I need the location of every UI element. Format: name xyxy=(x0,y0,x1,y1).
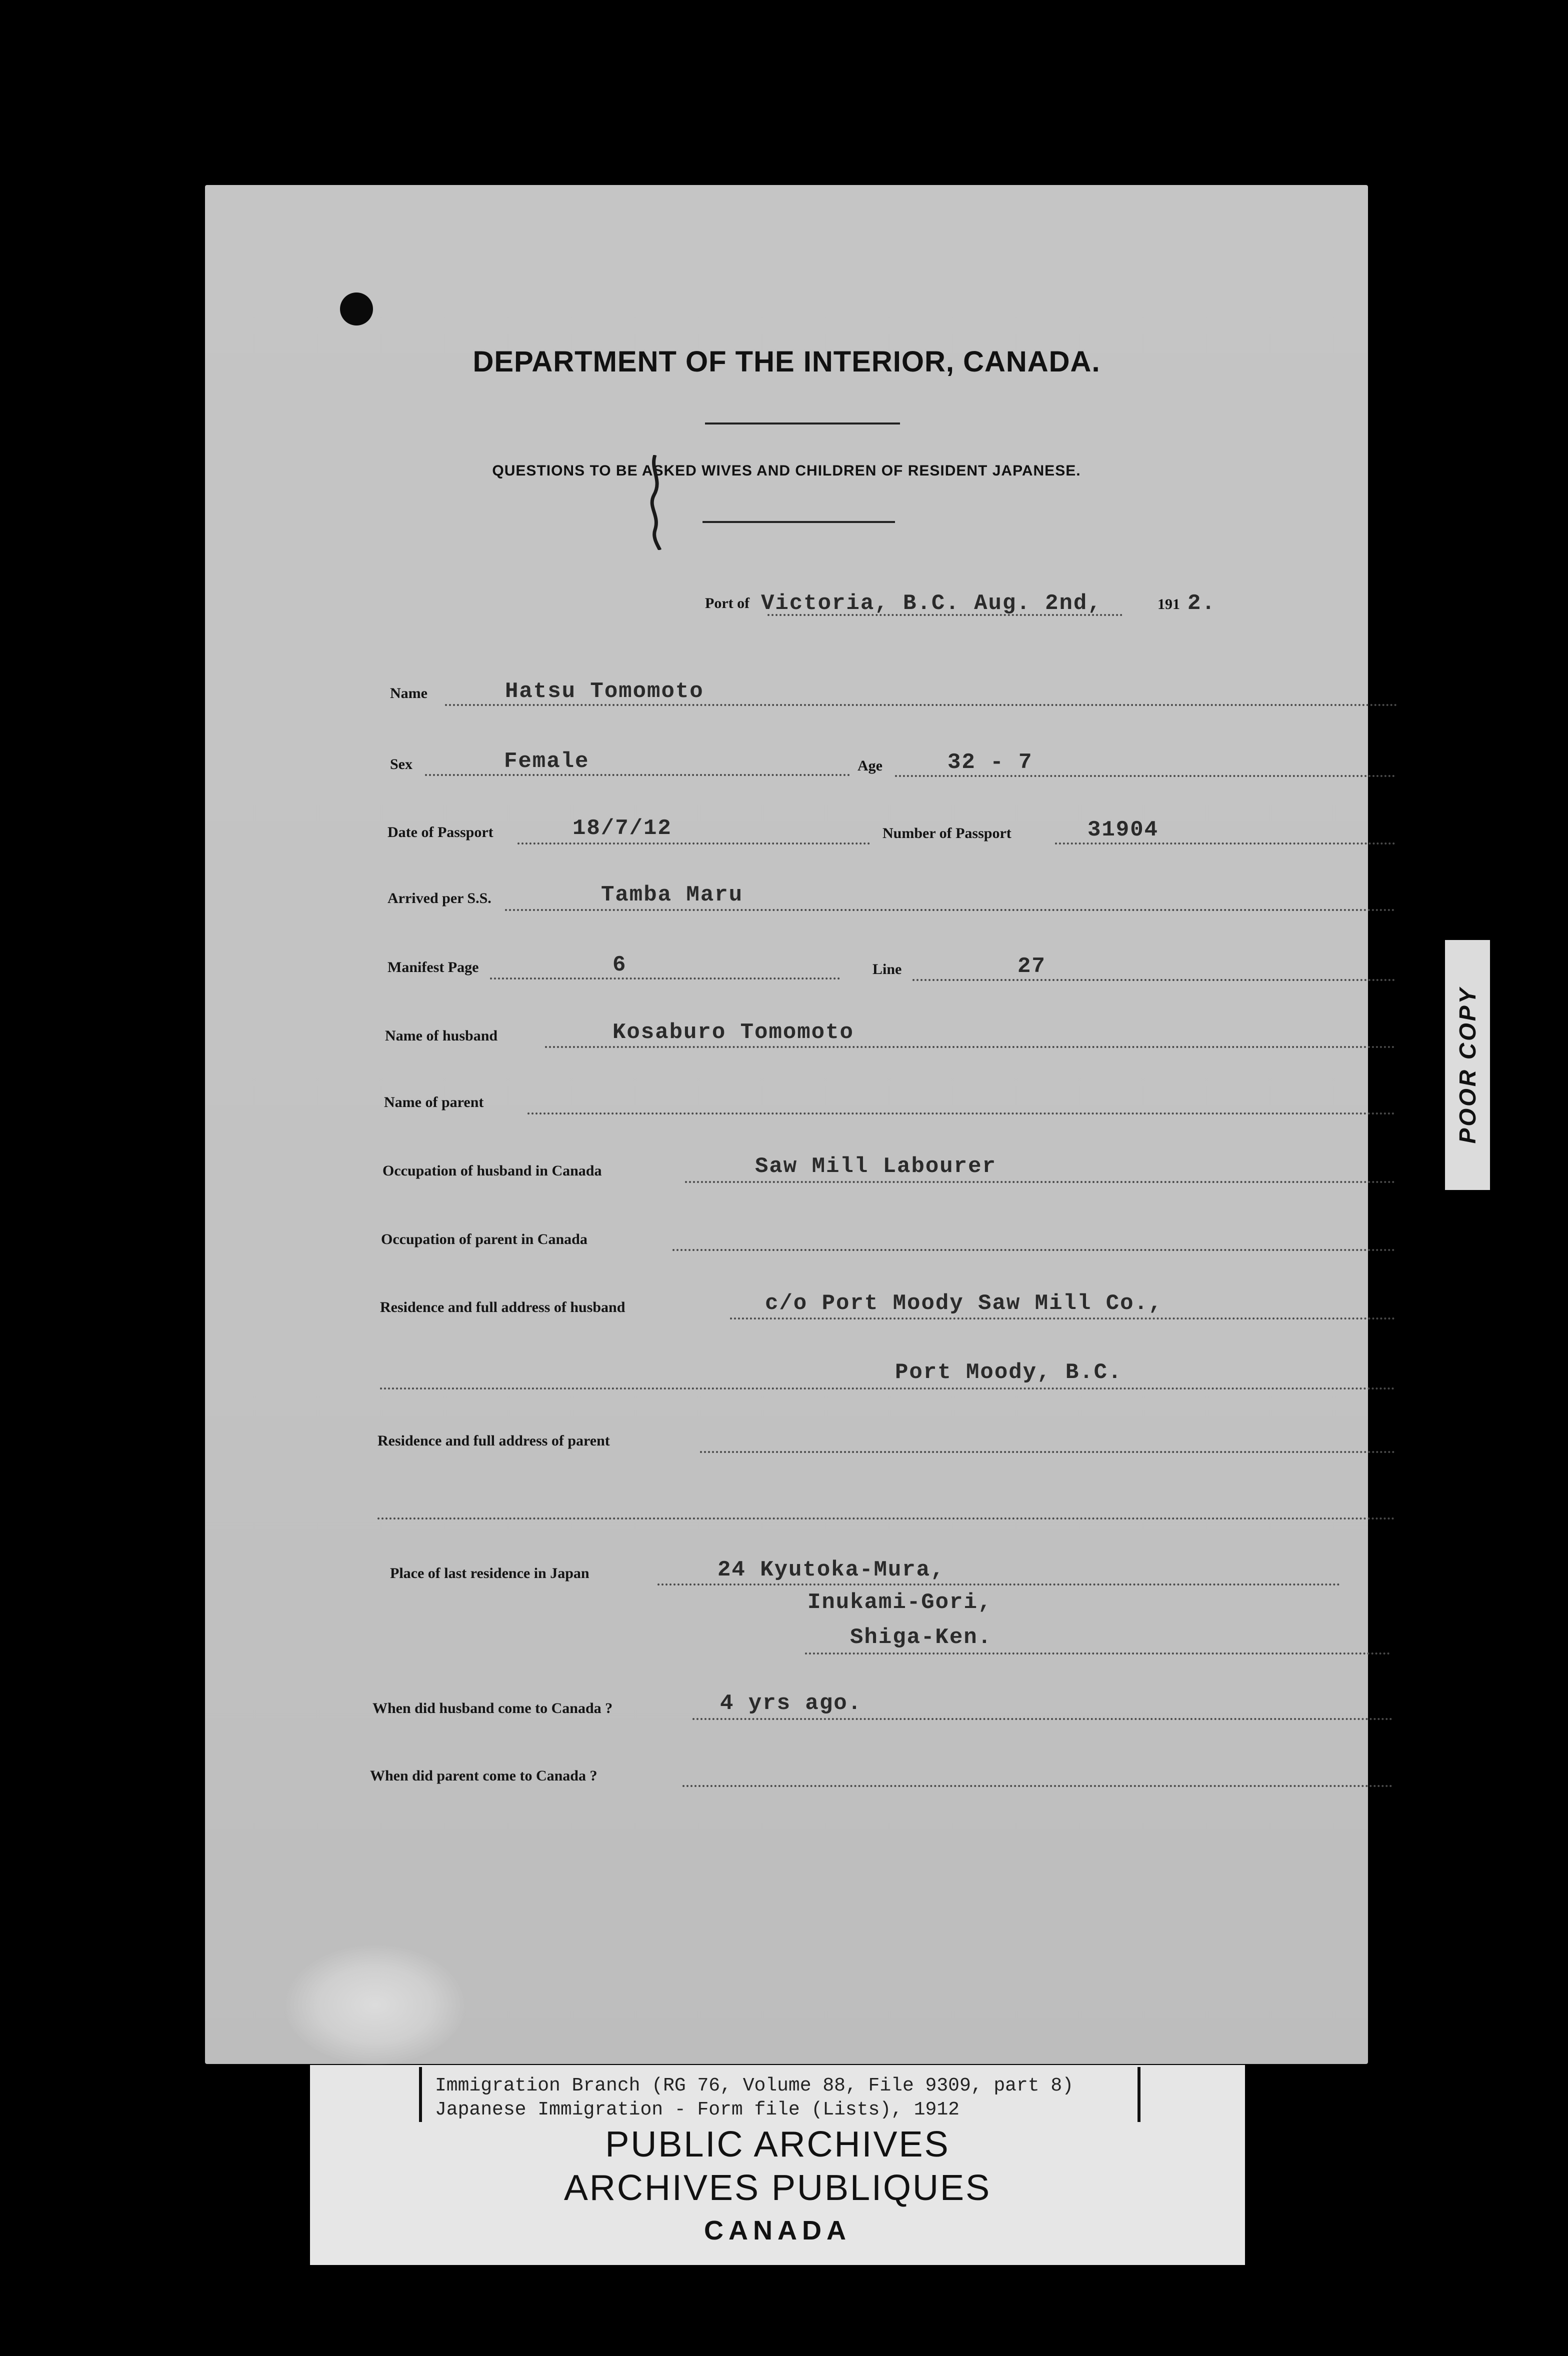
husband-occupation-label: Occupation of husband in Canada xyxy=(382,1162,602,1179)
archive-country: CANADA xyxy=(704,2216,851,2246)
name-underline xyxy=(445,704,1398,706)
husband-address-line2: Port Moody, B.C. xyxy=(895,1360,1122,1385)
label-bracket-right xyxy=(1138,2067,1140,2122)
last-residence-line1: 24 Kyutoka-Mura, xyxy=(718,1558,945,1582)
department-title: DEPARTMENT OF THE INTERIOR, CANADA. xyxy=(472,346,1100,378)
passport-number-underline xyxy=(1055,842,1395,844)
line-label: Line xyxy=(872,961,902,978)
parent-came-label: When did parent come to Canada ? xyxy=(370,1768,598,1784)
last-residence-line2: Inukami-Gori, xyxy=(808,1590,992,1615)
husband-label: Name of husband xyxy=(385,1028,498,1044)
parent-occupation-label: Occupation of parent in Canada xyxy=(381,1231,588,1248)
sex-underline xyxy=(425,774,850,776)
passport-date-underline xyxy=(518,842,870,844)
passport-date-label: Date of Passport xyxy=(388,824,494,840)
archive-name-en: PUBLIC ARCHIVES xyxy=(605,2124,950,2164)
husband-occupation-underline xyxy=(685,1181,1395,1183)
husband-address-line1: c/o Port Moody Saw Mill Co., xyxy=(765,1291,1163,1316)
archive-label-card xyxy=(310,2065,1245,2265)
form-page xyxy=(205,185,1368,2064)
last-residence-line3: Shiga-Ken. xyxy=(850,1625,992,1650)
subtitle-rule xyxy=(702,521,895,523)
archive-reference-line1: Immigration Branch (RG 76, Volume 88, File 9309, part 8) xyxy=(435,2075,1074,2096)
parent-occupation-underline xyxy=(672,1249,1395,1251)
passport-date-value: 18/7/12 xyxy=(572,816,672,841)
last-residence-underline-1 xyxy=(658,1584,1340,1586)
husband-address-underline-1 xyxy=(730,1318,1395,1320)
husband-address-underline-2 xyxy=(380,1388,1395,1390)
husband-value: Kosaburo Tomomoto xyxy=(612,1020,854,1045)
parent-address-underline-2 xyxy=(378,1518,1395,1520)
poor-copy-stamp xyxy=(1445,940,1490,1190)
parent-address-underline-1 xyxy=(700,1451,1395,1453)
port-label: Port of xyxy=(705,595,750,612)
name-label: Name xyxy=(390,685,428,702)
husband-came-label: When did husband come to Canada ? xyxy=(372,1700,613,1716)
husband-came-underline xyxy=(692,1718,1392,1720)
manifest-page-label: Manifest Page xyxy=(388,959,479,976)
arrived-underline xyxy=(505,909,1395,911)
passport-number-label: Number of Passport xyxy=(882,825,1012,842)
label-bracket-left xyxy=(419,2067,422,2122)
title-rule xyxy=(705,422,900,424)
parent-underline xyxy=(528,1112,1395,1114)
husband-came-value: 4 yrs ago. xyxy=(720,1691,862,1716)
manifest-page-underline xyxy=(490,978,840,980)
age-label: Age xyxy=(858,758,882,774)
age-underline xyxy=(895,775,1395,777)
arrived-label: Arrived per S.S. xyxy=(388,890,492,906)
last-residence-underline-2 xyxy=(805,1652,1390,1654)
sex-value: Female xyxy=(504,749,590,774)
paper-stain xyxy=(285,1945,465,2065)
parent-address-label: Residence and full address of parent xyxy=(378,1432,610,1449)
archive-name-fr: ARCHIVES PUBLIQUES xyxy=(564,2168,992,2208)
husband-occupation-value: Saw Mill Labourer xyxy=(755,1154,996,1179)
husband-underline xyxy=(545,1046,1395,1048)
arrived-value: Tamba Maru xyxy=(601,882,744,908)
parent-label: Name of parent xyxy=(384,1094,484,1110)
ink-squiggle xyxy=(645,455,670,550)
punch-hole xyxy=(340,292,373,326)
form-subtitle: QUESTIONS TO BE ASKED WIVES AND CHILDREN OF RESIDENT JAPANESE. xyxy=(492,462,1081,479)
age-value: 32 - 7 xyxy=(948,750,1033,775)
sex-label: Sex xyxy=(390,756,412,772)
parent-came-underline xyxy=(682,1785,1392,1787)
year-suffix: 2. xyxy=(1188,591,1216,616)
line-underline xyxy=(912,979,1395,981)
passport-number-value: 31904 xyxy=(1088,818,1159,842)
husband-address-label: Residence and full address of husband xyxy=(380,1299,626,1316)
archive-reference-line2: Japanese Immigration - Form file (Lists), 1912 xyxy=(435,2099,960,2120)
manifest-page-value: 6 xyxy=(612,952,627,978)
year-prefix: 191 xyxy=(1158,596,1180,612)
port-value: Victoria, B.C. Aug. 2nd, xyxy=(761,591,1102,616)
line-value: 27 xyxy=(1018,954,1046,979)
poor-copy-text: POOR COPY xyxy=(1454,986,1480,1144)
name-value: Hatsu Tomomoto xyxy=(505,679,704,704)
last-residence-label: Place of last residence in Japan xyxy=(390,1565,590,1582)
